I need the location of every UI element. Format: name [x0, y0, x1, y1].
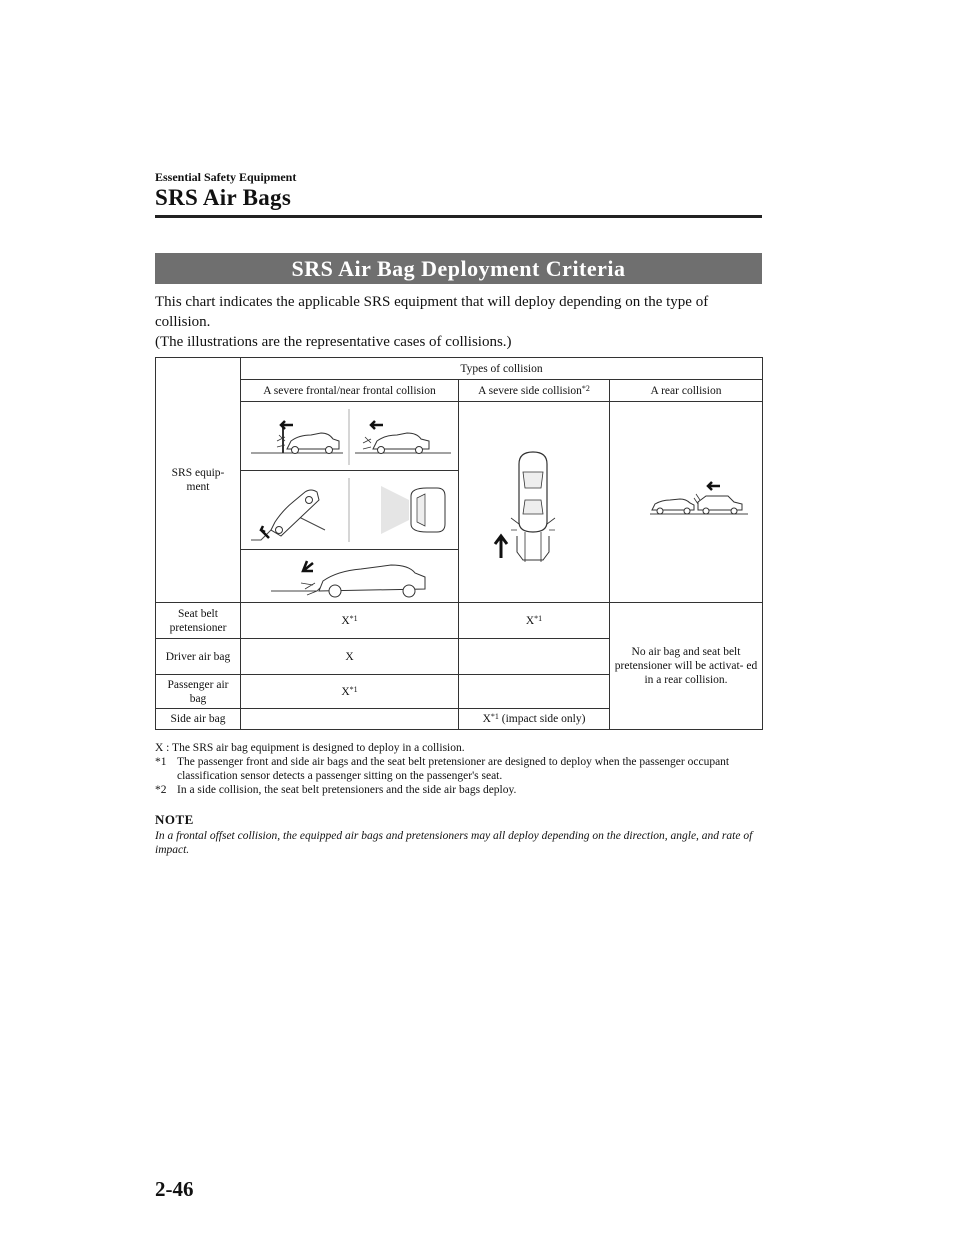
footnote-1-mark: *1	[155, 756, 167, 768]
row-seatbelt-label: Seat belt pretensioner	[156, 603, 241, 639]
deployment-criteria-table	[155, 357, 763, 730]
intro-text	[155, 292, 765, 352]
frontal-ramp-collision-illustration	[241, 472, 457, 548]
footnote-x: X : The SRS air bag equipment is designed to deploy in a collision.	[155, 742, 465, 754]
footnotes	[155, 741, 765, 797]
footnote-ref: *1	[534, 613, 543, 623]
row-passenger-label: Passenger air bag	[156, 675, 241, 709]
footnote-ref: *2	[581, 383, 590, 393]
row-sideairbag-label: Side air bag	[156, 709, 241, 730]
driver-frontal: X	[241, 639, 459, 675]
types-header: Types of collision	[241, 358, 763, 380]
passenger-frontal: $X^{*1}$	[241, 675, 459, 709]
footnote-1	[155, 755, 765, 783]
seatbelt-side: $X^{*1}$	[459, 603, 610, 639]
title-rule	[155, 215, 762, 218]
sideairbag-side: $X^{*1}$ (impact side only)	[459, 709, 610, 730]
passenger-side	[459, 675, 610, 709]
rear-impact-illustration	[610, 402, 761, 602]
driver-side	[459, 639, 610, 675]
frontal-illustration-1	[241, 402, 459, 471]
footnote-1-text: The passenger front and side air bags and the seat belt pretensioner are designed to deploy when the passenger occupant classification sensor detects a passenger sitting on the passenger's seat.	[177, 756, 730, 782]
section-banner: SRS Air Bag Deployment Criteria	[155, 253, 762, 284]
col-frontal: A severe frontal/near frontal collision	[241, 380, 459, 402]
rear-collision-note: No air bag and seat belt pretensioner will be activat- ed in a rear collision.	[610, 603, 763, 730]
note-heading: NOTE	[155, 812, 194, 827]
footnote-ref: *1	[349, 613, 358, 623]
footnote-2-text: In a side collision, the seat belt pretensioners and the side air bags deploy.	[177, 784, 517, 796]
side-impact-topview-illustration	[459, 402, 608, 602]
footnote-ref: *1	[349, 684, 358, 694]
rear-collision-illustration	[610, 402, 763, 603]
equipment-header: SRS equip- ment	[156, 358, 241, 603]
footnote-ref: *1	[490, 712, 499, 721]
row-driver-label: Driver air bag	[156, 639, 241, 675]
section-label: Essential Safety Equipment	[155, 170, 297, 184]
side-collision-illustration	[459, 402, 610, 603]
col-rear: A rear collision	[610, 380, 763, 402]
page-title: SRS Air Bags	[155, 185, 292, 210]
sideairbag-frontal	[241, 709, 459, 730]
frontal-illustration-2	[241, 471, 459, 550]
seatbelt-frontal: $X^{*1}$	[241, 603, 459, 639]
frontal-wall-collision-illustration	[241, 403, 457, 469]
frontal-curb-collision-illustration	[241, 551, 457, 601]
intro-line-1: This chart indicates the applicable SRS equipment that will deploy depending on the type of collision.	[155, 294, 709, 330]
footnote-2	[155, 783, 765, 797]
intro-line-2: (The illustrations are the representative cases of collisions.)	[155, 334, 512, 350]
col-side: A severe side collision$^{*2}$	[459, 380, 610, 402]
page-number: 2-46	[155, 1177, 194, 1201]
frontal-illustration-3	[241, 550, 459, 603]
footnote-2-mark: *2	[155, 784, 167, 796]
note-text: In a frontal offset collision, the equipped air bags and pretensioners may all deploy depending on the direction, angle, and rate of impact.	[155, 830, 753, 856]
